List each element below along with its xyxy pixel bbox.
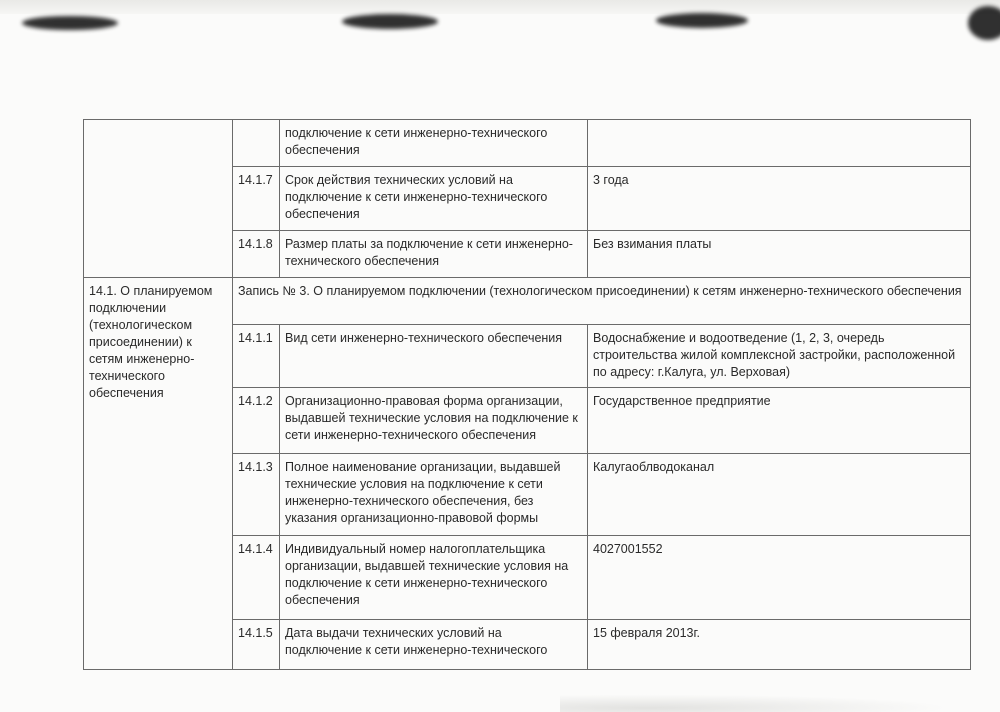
row-label: Индивидуальный номер налогоплательщика организации, выдавшей технические условия на подключение к сети инженерно-технического обеспечения [280,536,588,620]
row-value: Без взимания платы [588,231,971,278]
row-number [233,120,280,167]
row-number: 14.1.1 [233,325,280,388]
row-label: подключение к сети инженерно-технического обеспечения [280,120,588,167]
row-value: 15 февраля 2013г. [588,620,971,670]
disclosure-table [83,119,971,670]
row-label: Вид сети инженерно-технического обеспечения [280,325,588,388]
row-number: 14.1.7 [233,167,280,231]
record-header: Запись № 3. О планируемом подключении (технологическом присоединении) к сетям инженерно-технического обеспечения [233,278,971,325]
row-label: Срок действия технических условий на подключение к сети инженерно-технического обеспечения [280,167,588,231]
scan-top-band [0,0,1000,14]
row-label: Организационно-правовая форма организации, выдавшей технические условия на подключение к сети инженерно-технического обеспечения [280,388,588,454]
row-number: 14.1.3 [233,454,280,536]
redaction-mark [22,16,118,30]
row-label: Размер платы за подключение к сети инженерно-технического обеспечения [280,231,588,278]
table-row [84,278,971,325]
row-value: 3 года [588,167,971,231]
row-number: 14.1.8 [233,231,280,278]
row-value: Калугаоблводоканал [588,454,971,536]
empty-title-cell [84,120,233,278]
row-value: Государственное предприятие [588,388,971,454]
row-number: 14.1.4 [233,536,280,620]
row-number: 14.1.2 [233,388,280,454]
redaction-mark [968,6,1000,40]
row-value [588,120,971,167]
row-value: 4027001552 [588,536,971,620]
redaction-mark [342,14,438,29]
row-value: Водоснабжение и водоотведение (1, 2, 3, очередь строительства жилой комплексной застройки, расположенной по адресу: г.Калуга, ул. Верховая) [588,325,971,388]
row-label: Дата выдачи технических условий на подключение к сети инженерно-технического [280,620,588,670]
scan-noise [560,692,1000,712]
redaction-mark [656,13,748,28]
section-title: 14.1. О планируемом подключении (технологическом присоединении) к сетям инженерно-технического обеспечения [84,278,233,670]
row-label: Полное наименование организации, выдавшей технические условия на подключение к сети инженерно-технического обеспечения, без указания организационно-правовой формы [280,454,588,536]
row-number: 14.1.5 [233,620,280,670]
table-row [84,120,971,167]
